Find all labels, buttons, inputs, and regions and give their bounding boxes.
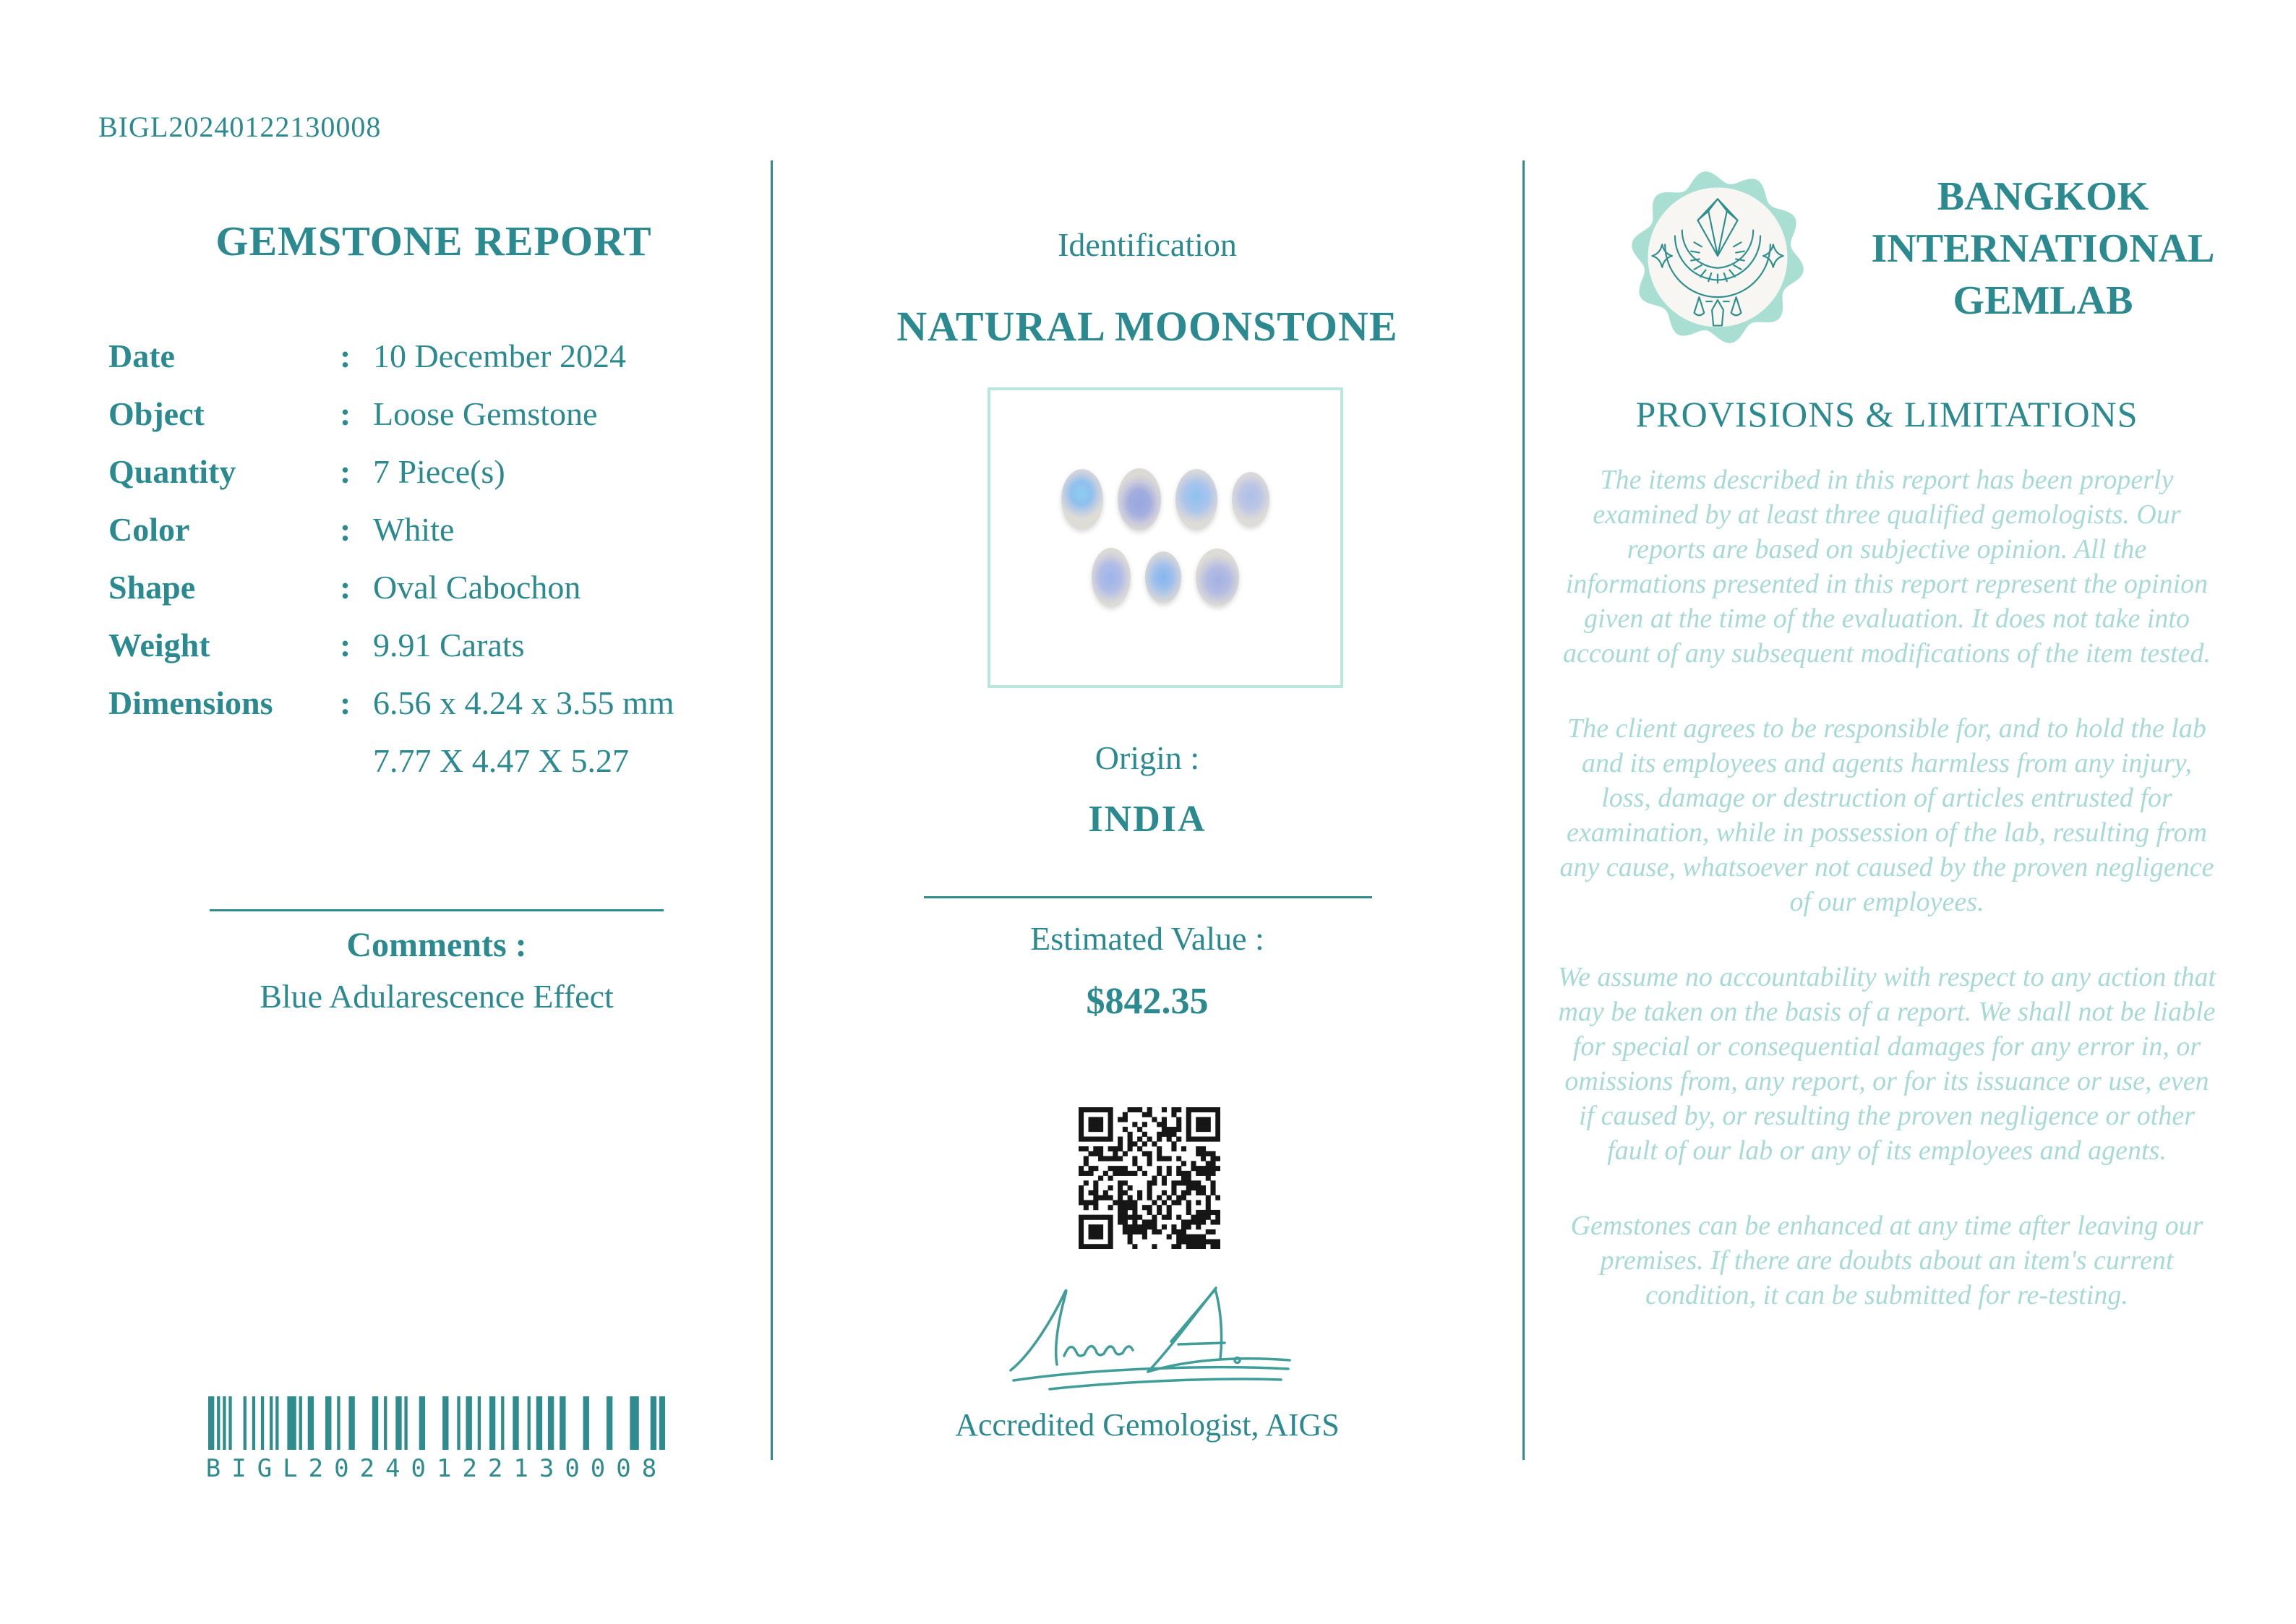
field-colon: : (340, 453, 351, 490)
gemstone-photo (1232, 472, 1269, 527)
field-label: Weight (108, 627, 210, 663)
gemstone-photo (1118, 468, 1161, 530)
field-value: 7.77 X 4.47 X 5.27 (373, 742, 629, 779)
gem-photo-row (1061, 468, 1269, 530)
gem-photo-row (1092, 548, 1239, 607)
field-row-dimensions (108, 684, 763, 722)
field-row-shape (108, 568, 763, 606)
lab-name-line: GEMLAB (1953, 278, 2133, 323)
field-colon: : (340, 684, 351, 721)
comments-divider (210, 909, 664, 911)
qr-code (1079, 1107, 1220, 1249)
identification-heading: Identification (1058, 226, 1237, 263)
estimated-value: $842.35 (1086, 981, 1209, 1022)
signatory-title: Accredited Gemologist, AIGS (955, 1407, 1340, 1443)
gemstone-photo (1092, 548, 1131, 607)
field-value: 6.56 x 4.24 x 3.55 mm (373, 684, 674, 721)
field-row-quantity (108, 452, 763, 491)
value-divider (924, 896, 1372, 898)
gemstone-photo (1145, 551, 1181, 603)
gemstone-photo (1196, 549, 1239, 606)
barcode (208, 1396, 665, 1450)
provisions-paragraph: The items described in this report has been properly examined by at least three qualified gemologists. Our reports are based on subjective opinion. All the informations presented in this report represent the opinion given at the time of the evaluation. It does not take into account of any subsequent modifications of the item tested. (1562, 465, 2211, 669)
column-divider-right (1522, 160, 1525, 1460)
field-colon: : (340, 338, 351, 374)
report-number: BIGL20240122130008 (98, 111, 382, 143)
provisions-heading: PROVISIONS & LIMITATIONS (1635, 394, 2138, 434)
comments-text: Blue Adularescence Effect (260, 978, 614, 1015)
provisions-paragraph: We assume no accountability with respect to any action that may be taken on the basis of a report. We shall not be liable for special or consequential damages for any error in, or omissions from, any report, or for its issuance or use, even if caused by, or resulting the proven negligence or other fault of our lab or any of its employees and agents. (1557, 962, 2216, 1166)
comments-heading: Comments : (346, 926, 527, 964)
field-row-dimensions-2 (108, 742, 763, 780)
gem-photo-frame (988, 387, 1343, 688)
origin-label: Origin : (1095, 739, 1200, 776)
provisions-paragraph: The client agrees to be responsible for, and to hold the lab and its employees and agents harmless from any injury, loss, damage or destruction of articles entrusted for examination, while in possession of the lab, resulting from any cause, whatsoever not caused by the proven negligence of our employees. (1559, 713, 2214, 917)
lab-name-line: BANGKOK (1937, 174, 2149, 219)
field-label: Dimensions (108, 684, 273, 721)
field-label: Quantity (108, 453, 236, 490)
field-value: 7 Piece(s) (373, 453, 505, 490)
column-divider-left (771, 160, 773, 1460)
gemstone-photo (1175, 469, 1217, 530)
field-label: Object (108, 395, 205, 432)
field-value: 9.91 Carats (373, 627, 525, 663)
field-colon: : (340, 627, 351, 663)
lab-name (1865, 171, 2221, 327)
field-label: Shape (108, 569, 196, 606)
field-row-weight (108, 626, 763, 664)
lab-logo (1625, 162, 1810, 353)
gemstone-photo (1061, 469, 1103, 530)
origin-value: INDIA (1088, 799, 1207, 840)
field-row-color (108, 510, 763, 549)
field-colon: : (340, 569, 351, 606)
provisions-paragraph: Gemstones can be enhanced at any time after leaving our premises. If there are doubts about an item's current condition, it can be submitted for re-testing. (1570, 1211, 2203, 1310)
field-row-object (108, 395, 763, 433)
barcode-text: BIGL20240122130008 (205, 1454, 668, 1483)
report-fields (108, 337, 763, 799)
estimated-value-label: Estimated Value : (1030, 920, 1264, 957)
identification-result: NATURAL MOONSTONE (896, 303, 1398, 350)
provisions-text (1554, 463, 2219, 1353)
field-value: White (373, 511, 455, 548)
gemologist-signature (998, 1278, 1301, 1401)
field-value: 10 December 2024 (373, 338, 626, 374)
lab-name-line: INTERNATIONAL (1871, 226, 2215, 271)
field-label: Color (108, 511, 190, 548)
field-label: Date (108, 338, 175, 374)
field-row-date (108, 337, 763, 375)
field-value: Oval Cabochon (373, 569, 581, 606)
field-colon: : (340, 511, 351, 548)
field-value: Loose Gemstone (373, 395, 598, 432)
report-title: GEMSTONE REPORT (215, 218, 652, 265)
field-colon: : (340, 395, 351, 432)
